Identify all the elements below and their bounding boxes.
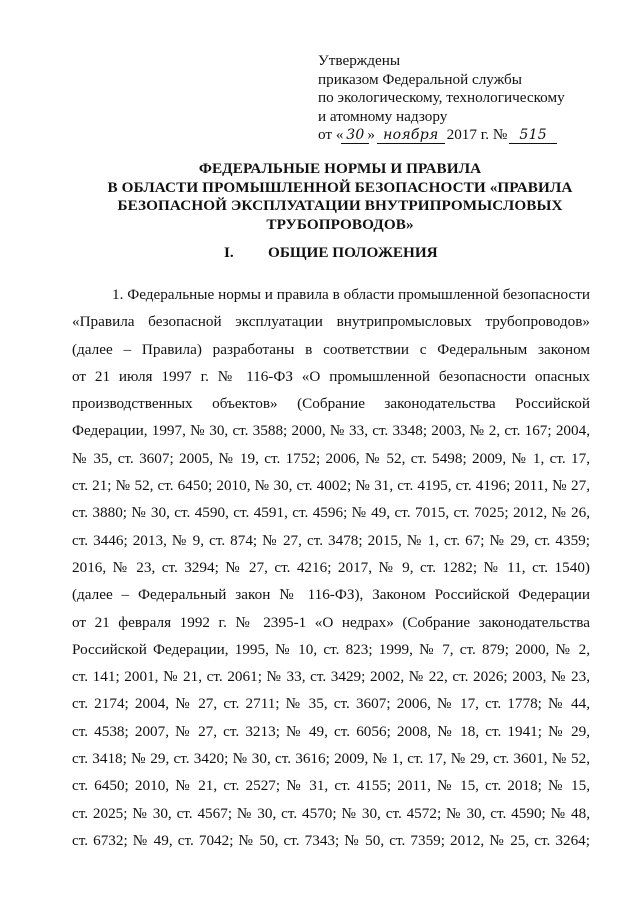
body-line: ст. 6732; № 49, ст. 7042; № 50, ст. 7343; № 50, ст. 7359; 2012, № 25, ст. 3264; [72,831,590,849]
approval-block [318,52,618,145]
document-title [60,160,620,234]
body-line: от 21 февраля 1992 г. № 2395-1 «О недрах» (Собрание законодательства [72,613,590,631]
approval-date-line [318,126,618,145]
title-line: В ОБЛАСТИ ПРОМЫШЛЕННОЙ БЕЗОПАСНОСТИ «ПРАВИЛА [107,178,573,196]
body-line: ст. 141; 2001, № 21, ст. 2061; № 33, ст. 3429; 2002, № 22, ст. 2026; 2003, № 23, [72,668,590,686]
approval-line: приказом Федеральной службы [318,70,522,88]
section-numeral: I. [224,244,234,261]
title-line: ТРУБОПРОВОДОВ» [266,215,414,233]
body-line: (далее – Правила) разработаны в соответствии с Федеральным законом [72,340,590,358]
body-line: ст. 6450; 2010, № 21, ст. 2527; № 31, ст. 4155; 2011, № 15, ст. 2018; № 15, [72,777,590,795]
body-line: Российской Федерации, 1995, № 10, ст. 823; 1999, № 7, ст. 879; 2000, № 2, [72,640,590,658]
approval-line: Утверждены [318,52,401,69]
body-line: ст. 2025; № 30, ст. 4567; № 30, ст. 4570; № 30, ст. 4572; № 30, ст. 4590; № 48, [72,804,590,822]
handwritten-day: 30 [343,126,367,145]
body-line: ст. 3446; 2013, № 9, ст. 874; № 27, ст. 3478; 2015, № 1, ст. 67; № 29, ст. 4359; [72,531,590,549]
body-line: 2016, № 23, ст. 3294; № 27, ст. 4216; 2017, № 9, ст. 1282; № 11, ст. 1540) [72,558,590,576]
approval-line: и атомному надзору [318,107,448,125]
body-line: производственных объектов» (Собрание законодательства Российской [72,395,590,413]
body-line: № 35, ст. 3607; 2005, № 19, ст. 1752; 2006, № 52, ст. 5498; 2009, № 1, ст. 17, [72,449,590,467]
body-line: Федерации, 1997, № 30, ст. 3588; 2000, № 33, ст. 3348; 2003, № 2, ст. 167; 2004, [72,422,590,440]
handwritten-month: ноября [379,126,443,145]
handwritten-order-number: 515 [511,126,555,145]
date-year: 2017 г. № [446,126,508,144]
title-line: ФЕДЕРАЛЬНЫЕ НОРМЫ И ПРАВИЛА [198,160,482,177]
section-heading [224,244,524,263]
body-paragraph [72,281,590,854]
body-line: ст. 4538; 2007, № 27, ст. 3213; № 49, ст. 6056; 2008, № 18, ст. 1941; № 29, [72,722,590,740]
body-line: 1. Федеральные нормы и правила в области промышленной безопасности [112,286,590,303]
date-mid: » [367,126,376,144]
section-title: ОБЩИЕ ПОЛОЖЕНИЯ [268,244,438,261]
body-line: «Правила безопасной эксплуатации внутрипромысловых трубопроводов» [72,313,590,331]
body-line: ст. 3880; № 30, ст. 4590, ст. 4591, ст. 4596; № 49, ст. 7015, ст. 7025; 2012, № 26, [72,504,590,522]
date-prefix: от « [318,126,344,144]
approval-line: по экологическому, технологическому [318,89,565,107]
body-line: ст. 21; № 52, ст. 6450; 2010, № 30, ст. 4002; № 31, ст. 4195, ст. 4196; 2011, № 27, [72,477,590,495]
title-line: БЕЗОПАСНОЙ ЭКСПЛУАТАЦИИ ВНУТРИПРОМЫСЛОВЫХ [117,197,563,215]
body-line: (далее – Федеральный закон № 116-ФЗ), Законом Российской Федерации [72,586,590,604]
body-line: от 21 июля 1997 г. № 116-ФЗ «О промышленной безопасности опасных [72,367,590,385]
body-line: ст. 3418; № 29, ст. 3420; № 30, ст. 3616; 2009, № 1, ст. 17, № 29, ст. 3601, № 52, [72,750,590,768]
body-line: ст. 2174; 2004, № 27, ст. 2711; № 35, ст. 3607; 2006, № 17, ст. 1778; № 44, [72,695,590,713]
